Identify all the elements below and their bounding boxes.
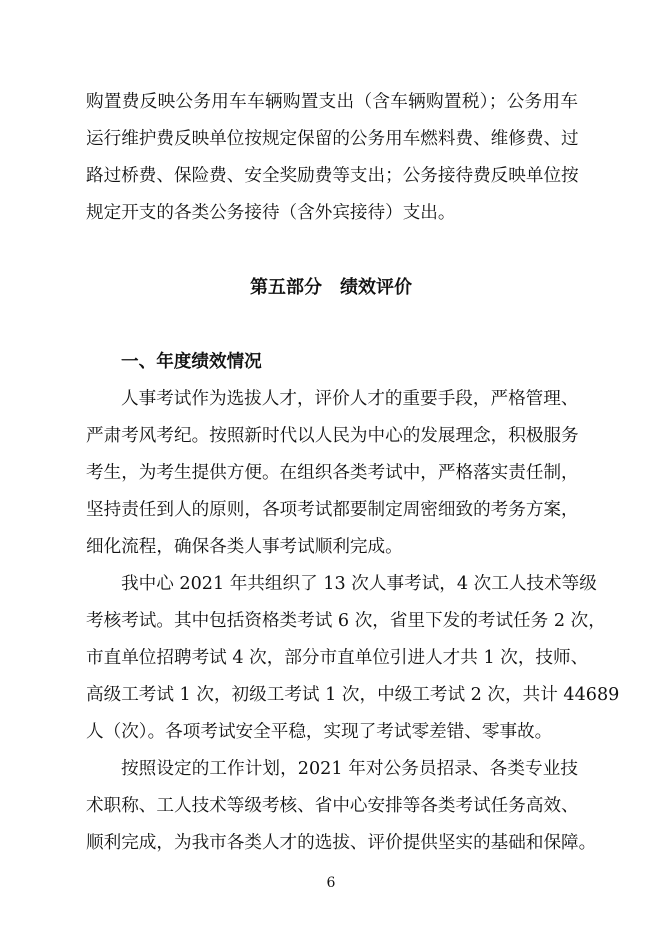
paragraph-2-line-5: 人（次）。各项考试安全平稳，实现了考试零差错、零事故。 bbox=[86, 722, 553, 742]
paragraph-1-line-3: 考生，为考生提供方便。在组织各类考试中，严格落实责任制， bbox=[86, 463, 579, 483]
intro-line-3: 路过桥费、保险费、安全奖励费等支出；公务接待费反映单位按 bbox=[86, 166, 579, 186]
paragraph-3-line-1: 按照设定的工作计划，2021 年对公务员招录、各类专业技 bbox=[121, 759, 578, 779]
paragraph-2-line-2: 考核考试。其中包括资格类考试 6 次，省里下发的考试任务 2 次， bbox=[86, 611, 606, 631]
section-title: 第五部分 绩效评价 bbox=[250, 277, 412, 298]
page-number: 6 bbox=[326, 875, 336, 891]
intro-line-2: 运行维护费反映单位按规定保留的公务用车燃料费、维修费、过 bbox=[86, 129, 579, 149]
paragraph-1-line-2: 严肃考风考纪。按照新时代以人民为中心的发展理念，积极服务 bbox=[86, 426, 579, 446]
paragraph-2-line-4: 高级工考试 1 次，初级工考试 1 次，中级工考试 2 次，共计 44689 bbox=[86, 685, 620, 705]
paragraph-2-line-3: 市直单位招聘考试 4 次，部分市直单位引进人才共 1 次，技师、 bbox=[86, 648, 589, 668]
paragraph-3-line-3: 顺利完成，为我市各类人才的选拔、评价提供坚实的基础和保障。 bbox=[86, 833, 597, 853]
paragraph-1-line-5: 细化流程，确保各类人事考试顺利完成。 bbox=[86, 537, 403, 557]
paragraph-2-line-1: 我中心 2021 年共组织了 13 次人事考试，4 次工人技术等级 bbox=[121, 574, 597, 594]
paragraph-3-line-2: 术职称、工人技术等级考核、省中心安排等各类考试任务高效、 bbox=[86, 796, 579, 816]
subsection-title: 一、年度绩效情况 bbox=[121, 352, 262, 372]
paragraph-1-line-4: 坚持责任到人的原则，各项考试都要制定周密细致的考务方案， bbox=[86, 500, 579, 520]
intro-line-1: 购置费反映公务用车车辆购置支出（含车辆购置税）；公务用车 bbox=[86, 92, 578, 112]
intro-line-4: 规定开支的各类公务接待（含外宾接待）支出。 bbox=[86, 203, 456, 223]
paragraph-1-line-1: 人事考试作为选拔人才，评价人才的重要手段，严格管理、 bbox=[121, 389, 579, 409]
